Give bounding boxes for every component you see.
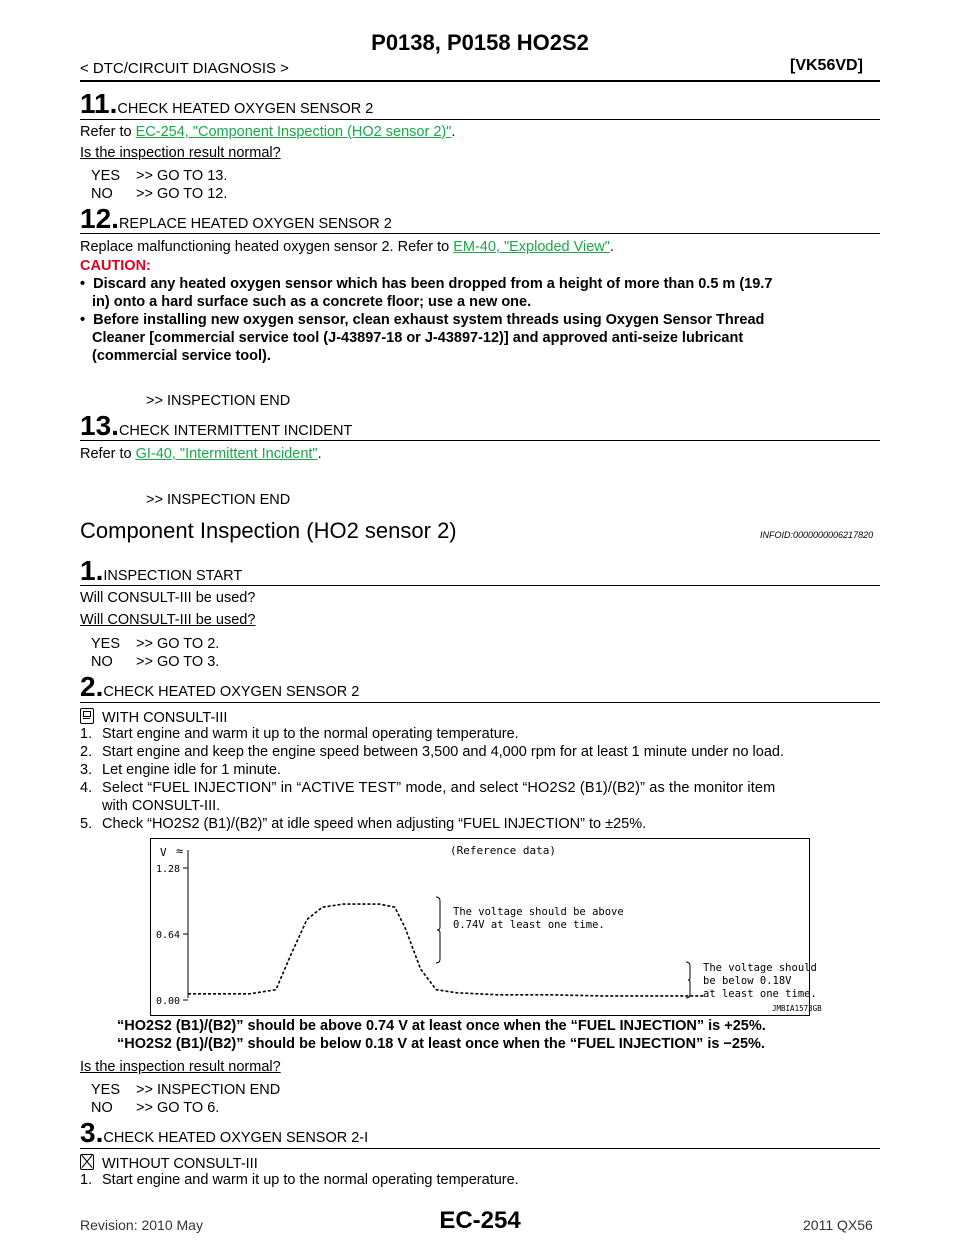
step-number: 13. [80, 410, 119, 441]
step-13-heading [80, 412, 352, 440]
list-item: 2. Start engine and keep the engine speed between 3,500 and 4,000 rpm for at least 1 minute under no load. [80, 744, 784, 760]
step-11-heading [80, 90, 373, 118]
caution-bullet-cont: Cleaner [commercial service tool (J-43897-18 or J-43897-12)] and approved anti-seize lubricant [92, 330, 744, 346]
cstep-2-heading [80, 673, 359, 701]
consult-question: Will CONSULT-III be used? [80, 612, 256, 628]
annotation-high-1: The voltage should be above [453, 906, 624, 918]
step-title: CHECK HEATED OXYGEN SENSOR 2 [117, 101, 374, 117]
replace-line: Replace malfunctioning heated oxygen sensor 2. Refer to EM-40, "Exploded View". [80, 239, 614, 255]
inspection-question: Is the inspection result normal? [80, 145, 281, 161]
step-number: 3. [80, 1117, 104, 1148]
page-title: P0138, P0158 HO2S2 [371, 30, 589, 55]
refer-line: Refer to GI-40, "Intermittent Incident". [80, 446, 322, 462]
with-consult-line: WITH CONSULT-III [80, 708, 227, 727]
chart-ytick-label: 0.64 [156, 930, 181, 941]
list-item: 3. Let engine idle for 1 minute. [80, 762, 281, 778]
info-id: INFOID:0000000006217820 [760, 530, 874, 540]
inspection-end: >> INSPECTION END [146, 393, 291, 409]
step-rule [80, 440, 880, 441]
step-rule [80, 233, 880, 234]
refer-line: Refer to EC-254, "Component Inspection (HO2 sensor 2)". [80, 124, 456, 140]
step-title: REPLACE HEATED OXYGEN SENSOR 2 [118, 216, 392, 232]
yes-row: YES >> GO TO 2. [91, 636, 220, 652]
consult-text: Will CONSULT-III be used? [80, 590, 256, 606]
revision: Revision: 2010 May [80, 1217, 203, 1233]
result-line-2: “HO2S2 (B1)/(B2)” should be below 0.18 V at least once when the “FUEL INJECTION” is −25%. [117, 1036, 765, 1052]
breadcrumb[interactable]: < DTC/CIRCUIT DIAGNOSIS > [80, 60, 289, 77]
step-rule [80, 119, 880, 120]
list-item: 5. Check “HO2S2 (B1)/(B2)” at idle speed when adjusting “FUEL INJECTION” to ±25%. [80, 816, 647, 832]
reference-chart [150, 838, 822, 1016]
annotation-low-3: at least one time. [703, 988, 817, 1000]
step-title: CHECK INTERMITTENT INCIDENT [118, 423, 353, 439]
inspection-end: >> INSPECTION END [146, 492, 291, 508]
header-rule [80, 80, 880, 82]
page-number: EC-254 [439, 1207, 521, 1234]
chart-ylabel: V [160, 846, 167, 859]
chart-title: (Reference data) [450, 844, 556, 857]
list-item: 1. Start engine and warm it up to the normal operating temperature. [80, 726, 519, 742]
list-item: 1. Start engine and warm it up to the normal operating temperature. [80, 1172, 519, 1188]
step-number: 1. [80, 555, 104, 586]
caution-bullet-cont: in) onto a hard surface such as a concrete floor; use a new one. [92, 294, 532, 310]
step-number: 12. [80, 203, 119, 234]
component-inspection-link[interactable]: EC-254, "Component Inspection (HO2 sensor 2)" [135, 124, 452, 140]
step-rule [80, 702, 880, 703]
step-number: 2. [80, 671, 104, 702]
caution-label: CAUTION: [80, 258, 151, 274]
chart-ytick-label: 1.28 [156, 864, 181, 875]
no-row: NO >> GO TO 12. [91, 186, 228, 202]
yes-row: YES >> INSPECTION END [91, 1082, 281, 1098]
chart-break-icon: ≈ [176, 844, 184, 858]
cstep-1-heading [80, 557, 242, 585]
annotation-low-2: be below 0.18V [703, 975, 792, 987]
no-consult-icon [80, 1154, 94, 1170]
caution-bullet: • Discard any heated oxygen sensor which has been dropped from a height of more than 0.5 m (19.7 [80, 276, 773, 292]
engine-code: [VK56VD] [790, 57, 863, 74]
result-line-1: “HO2S2 (B1)/(B2)” should be above 0.74 V at least once when the “FUEL INJECTION” is +25%. [117, 1018, 766, 1034]
step-rule [80, 1148, 880, 1149]
inspection-question: Is the inspection result normal? [80, 1059, 281, 1075]
no-row: NO >> GO TO 6. [91, 1100, 220, 1116]
step-number: 11. [80, 88, 118, 119]
cstep-3-heading [80, 1119, 368, 1147]
model: 2011 QX56 [803, 1217, 873, 1233]
step-title: CHECK HEATED OXYGEN SENSOR 2-I [103, 1130, 369, 1146]
yes-row: YES >> GO TO 13. [91, 168, 228, 184]
consult-icon [80, 708, 94, 724]
step-title: CHECK HEATED OXYGEN SENSOR 2 [103, 684, 360, 700]
caution-bullet-cont: (commercial service tool). [92, 348, 271, 364]
chart-ytick-label: 0.00 [156, 996, 181, 1007]
caution-bullet: • Before installing new oxygen sensor, clean exhaust system threads using Oxygen Sensor Thread [80, 312, 765, 328]
step-12-heading [80, 205, 392, 233]
without-consult-line: WITHOUT CONSULT-III [80, 1154, 258, 1173]
step-rule [80, 585, 880, 586]
annotation-low-1: The voltage should [703, 962, 817, 974]
exploded-view-link[interactable]: EM-40, "Exploded View" [453, 239, 610, 255]
figure-id: JMBIA1573GB [772, 1004, 822, 1013]
step-title: INSPECTION START [103, 568, 243, 584]
no-row: NO >> GO TO 3. [91, 654, 220, 670]
annotation-high-2: 0.74V at least one time. [453, 919, 605, 931]
section-title: Component Inspection (HO2 sensor 2) [80, 518, 457, 543]
intermittent-incident-link[interactable]: GI-40, "Intermittent Incident" [135, 446, 318, 462]
list-item: with CONSULT-III. [102, 798, 221, 814]
list-item: 4. Select “FUEL INJECTION” in “ACTIVE TEST” mode, and select “HO2S2 (B1)/(B2)” as the monitor item [80, 780, 776, 796]
